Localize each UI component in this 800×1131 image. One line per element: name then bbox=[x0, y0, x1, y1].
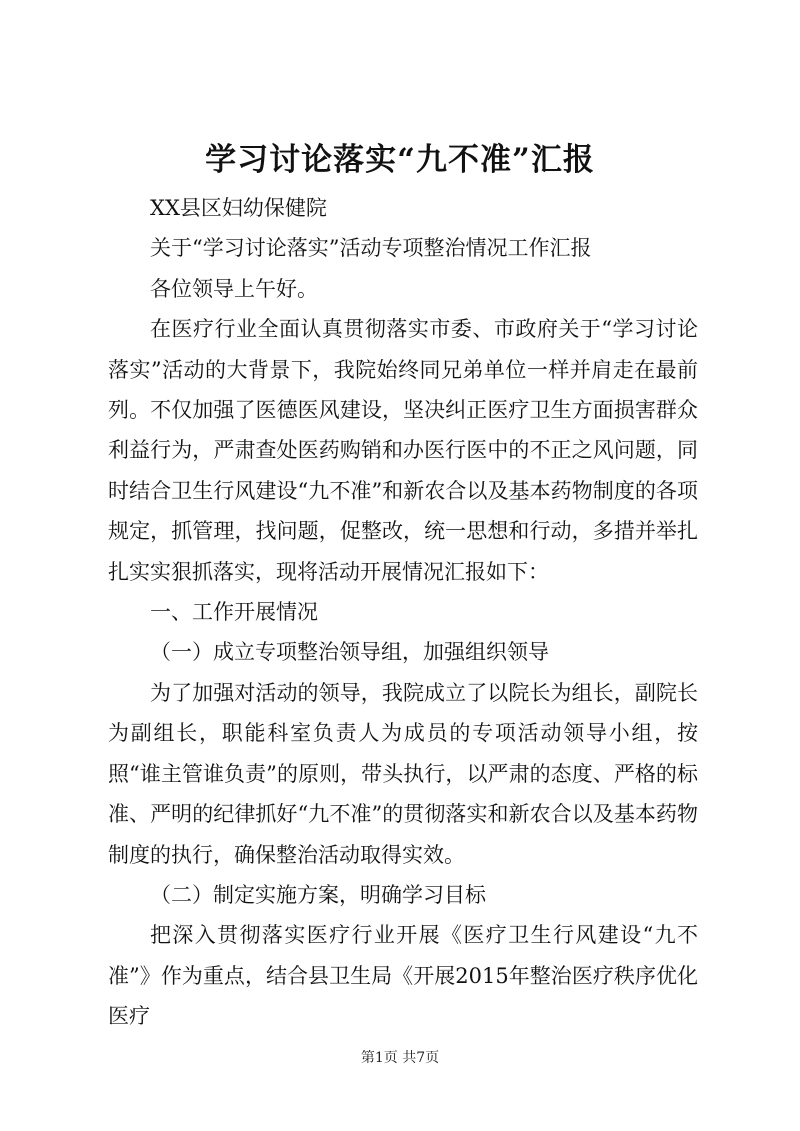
paragraph-organization: XX县区妇幼保健院 bbox=[150, 196, 327, 220]
page-footer: 第1页 共7页 bbox=[360, 1050, 440, 1066]
paragraph-introduction: 在医疗行业全面认真贯彻落实市委、市政府关于“学习讨论落实”活动的大背景下，我院始终同兄弟单位一样并肩走在最前列。不仅加强了医德医风建设，坚决纠正医疗卫生方面损害群众利益行为，严肃查处医药购销和办医行医中的不正之风问题，同时结合卫生行风建设“九不准”和新农合以及基本药物制度的各项规定，抓管理，找问题，促整改，统一思想和行动，多措并举扎扎实实狠抓落实，现将活动开展情况汇报如下： bbox=[108, 317, 698, 584]
paragraph-report-subject: 关于“学习讨论落实”活动专项整治情况工作汇报 bbox=[150, 236, 592, 261]
subsection-heading-1: （一）成立专项整治领导组，加强组织领导 bbox=[150, 640, 549, 665]
paragraph-leadership: 为了加强对活动的领导，我院成立了以院长为组长，副院长为副组长，职能科室负责人为成员的专项活动领导小组，按照“谁主管谁负责”的原则，带头执行，以严肃的态度、严格的标准、严明的纪律抓好“九不准”的贯彻落实和新农合以及基本药物制度的执行，确保整治活动取得实效。 bbox=[108, 680, 698, 867]
paragraph-implementation: 把深入贯彻落实医疗行业开展《医疗卫生行风建设“九不准”》作为重点，结合县卫生局《开展2015年整治医疗秩序优化医疗 bbox=[108, 923, 698, 1029]
document-title: 学习讨论落实“九不准”汇报 bbox=[205, 142, 595, 178]
subsection-heading-2: （二）制定实施方案，明确学习目标 bbox=[150, 882, 486, 907]
section-heading-work: 一、工作开展情况 bbox=[150, 600, 318, 625]
paragraph-greeting: 各位领导上午好。 bbox=[150, 276, 318, 301]
document-body bbox=[108, 188, 698, 1037]
